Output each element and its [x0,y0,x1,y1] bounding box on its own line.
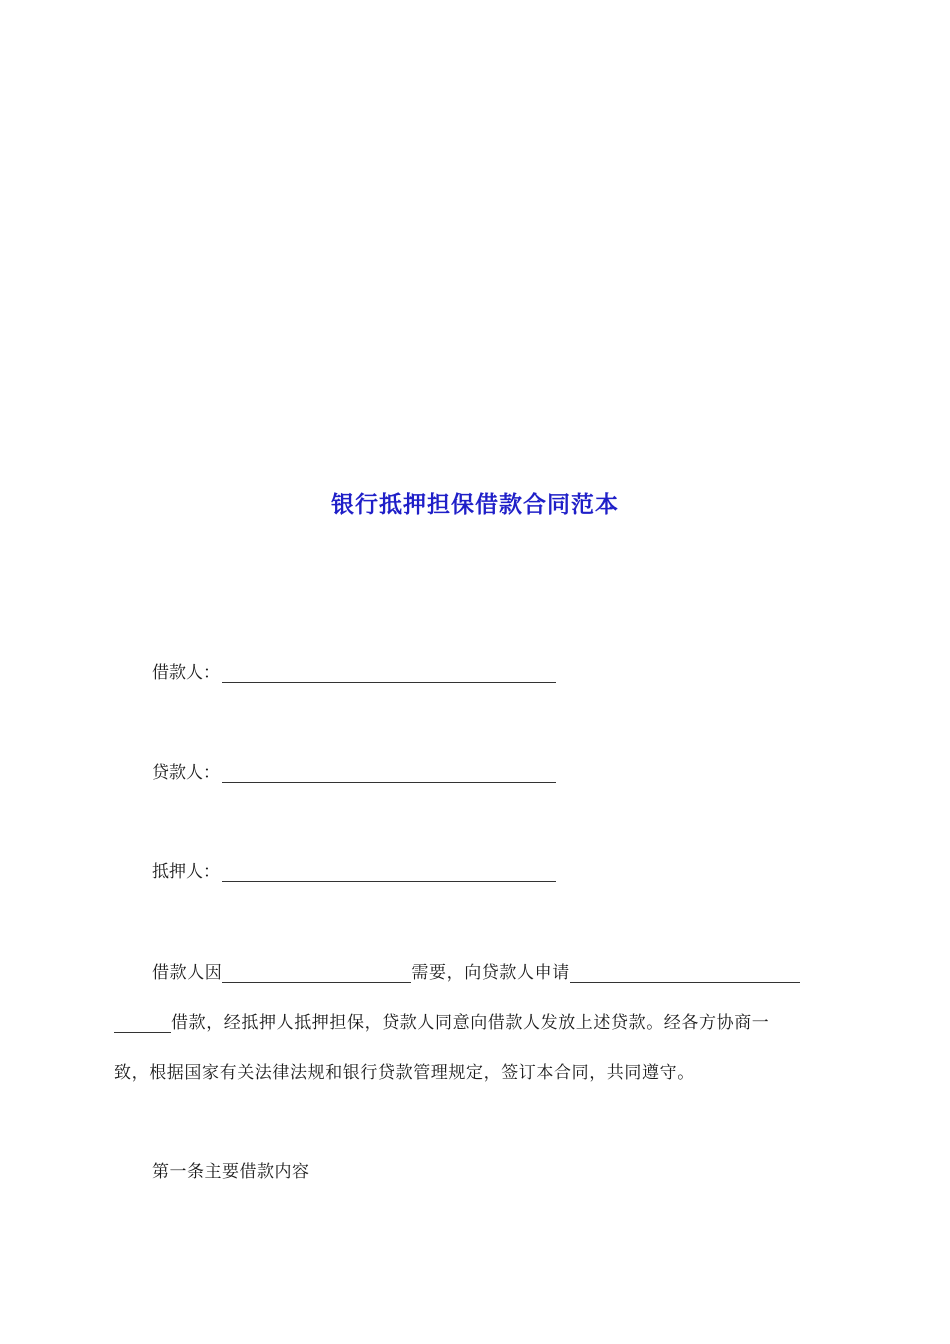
intro-line-1-a: 借款人因 [152,963,223,983]
party-lender-label: 贷款人： [152,763,220,783]
party-mortgagor-blank [222,863,556,882]
amount-blank-a [570,964,800,983]
party-borrower [152,658,556,683]
party-borrower-label: 借款人： [152,663,220,683]
intro-line-1 [152,958,800,983]
intro-line-2 [114,1008,769,1033]
party-lender [152,758,556,783]
intro-line-2-text: 借款，经抵押人抵押担保，贷款人同意向借款人发放上述贷款。经各方协商一 [171,1013,770,1033]
document-title: 银行抵押担保借款合同范本 [331,491,619,518]
party-lender-blank [222,764,556,783]
party-mortgagor-label: 抵押人： [152,862,220,882]
intro-line-3 [114,1058,695,1083]
section-1-heading: 第一条主要借款内容 [152,1162,310,1182]
party-borrower-blank [222,664,556,683]
intro-line-3-text: 致，根据国家有关法律法规和银行贷款管理规定，签订本合同，共同遵守。 [114,1063,695,1083]
amount-blank-b [114,1014,171,1033]
party-mortgagor [152,857,556,882]
intro-line-1-b: 需要，向贷款人申请 [411,963,570,983]
purpose-blank [222,964,411,983]
